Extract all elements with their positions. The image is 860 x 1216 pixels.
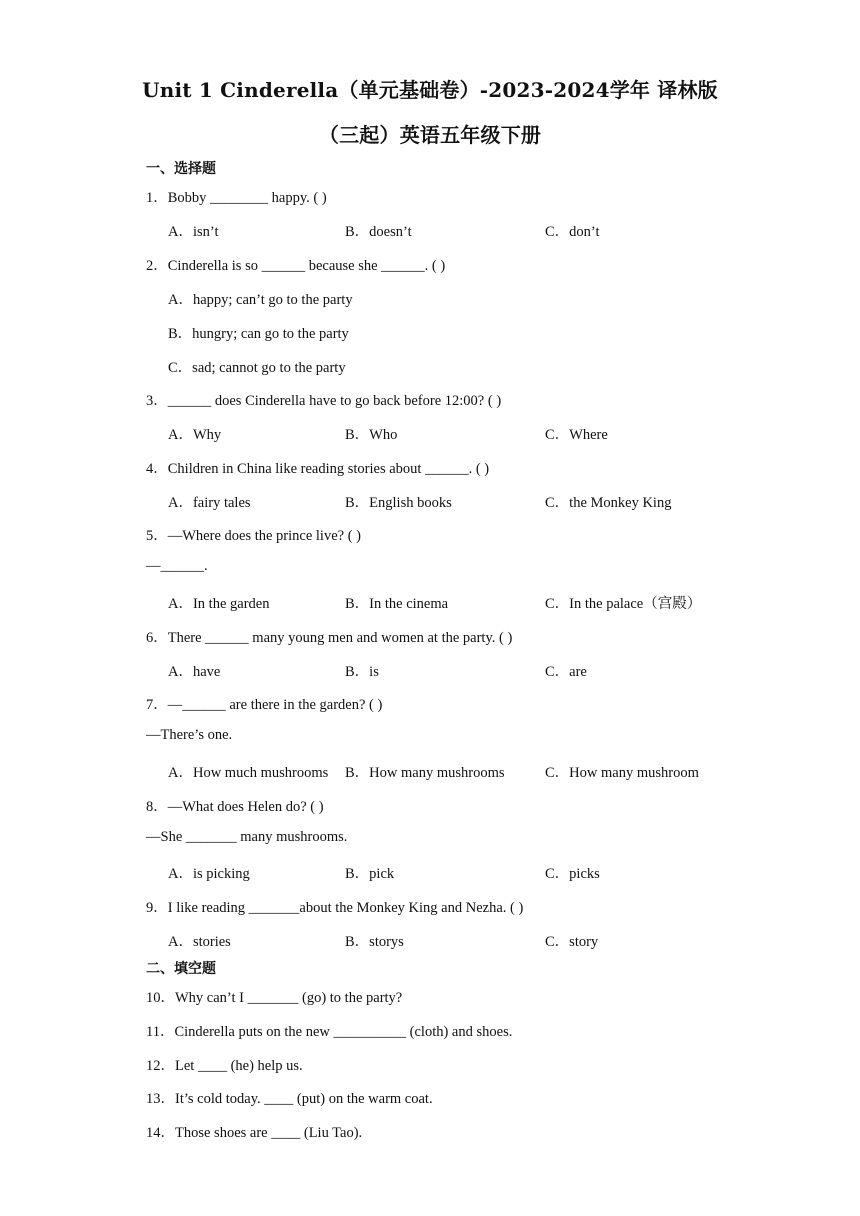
question-5-answer-line: —______.: [146, 558, 208, 574]
fill-question-12-blank[interactable]: ____: [197, 1058, 227, 1074]
question-1-stem: 1．Bobby ________ happy. ( ): [146, 190, 327, 206]
fill-question-11: [146, 1020, 512, 1041]
question-2-option-a: A．happy; can’t go to the party: [168, 292, 353, 308]
fill-question-12-hint: (he) help us.: [226, 1058, 303, 1074]
fill-question-13-text: 13．It’s cold today.: [146, 1091, 265, 1107]
page-title-line1: Unit 1 Cinderella（单元基础卷）-2023-2024学年 译林版: [142, 78, 718, 102]
question-6-option-c: C．are: [545, 664, 587, 680]
fill-question-10: [146, 986, 402, 1007]
section-heading-choice: 一、选择题: [146, 161, 216, 177]
question-3-stem: 3．______ does Cinderella have to go back before 12:00? ( ): [146, 393, 502, 409]
question-2-stem: 2．Cinderella is so ______ because she ______. ( ): [146, 258, 446, 274]
question-3-option-b: B．Who: [345, 427, 398, 443]
fill-question-10-blank[interactable]: _______: [247, 990, 299, 1006]
question-3-option-c: C．Where: [545, 427, 608, 443]
question-7-answer-line: —There’s one.: [146, 727, 233, 743]
fill-question-10-text: 10．Why can’t I: [146, 990, 248, 1006]
fill-question-14-blank[interactable]: ____: [271, 1125, 301, 1141]
question-2-option-b: B．hungry; can go to the party: [168, 326, 349, 342]
question-4-stem: 4．Children in China like reading stories about ______. ( ): [146, 461, 490, 477]
question-6-option-a: A．have: [168, 664, 221, 680]
question-7-stem: 7．—______ are there in the garden? ( ): [146, 697, 383, 713]
fill-question-14-text: 14．Those shoes are: [146, 1125, 272, 1141]
question-6-option-b: B．is: [345, 664, 379, 680]
question-8-option-a: A．is picking: [168, 866, 250, 882]
question-9-option-b: B．storys: [345, 934, 404, 950]
question-4-option-b: B．English books: [345, 495, 452, 511]
question-5-option-b: B．In the cinema: [345, 596, 449, 612]
question-2-option-c: C．sad; cannot go to the party: [168, 360, 346, 376]
page-title-line2: （三起）英语五年级下册: [318, 123, 542, 147]
question-4-option-a: A．fairy tales: [168, 495, 251, 511]
question-7-option-a: A．How much mushrooms: [168, 765, 329, 781]
question-5-option-c: C．In the palace（宫殿）: [545, 596, 702, 612]
fill-question-11-blank[interactable]: __________: [333, 1024, 407, 1040]
question-9-stem: 9．I like reading _______about the Monkey King and Nezha. ( ): [146, 900, 524, 916]
fill-question-13-hint: (put) on the warm coat.: [293, 1091, 433, 1107]
question-3-option-a: A．Why: [168, 427, 222, 443]
fill-question-13-blank[interactable]: ____: [264, 1091, 294, 1107]
question-1-option-a: A．isn’t: [168, 224, 219, 240]
question-5-stem: 5．—Where does the prince live? ( ): [146, 528, 361, 544]
question-4-option-c: C．the Monkey King: [545, 495, 672, 511]
question-8-answer-line: —She _______ many mushrooms.: [146, 829, 348, 845]
fill-question-14-hint: (Liu Tao).: [300, 1125, 363, 1141]
fill-question-12: [146, 1054, 303, 1075]
fill-question-14: [146, 1121, 362, 1142]
fill-question-11-text: 11．Cinderella puts on the new: [146, 1024, 334, 1040]
fill-question-11-hint: (cloth) and shoes.: [406, 1024, 513, 1040]
question-9-option-c: C．story: [545, 934, 599, 950]
fill-question-12-text: 12．Let: [146, 1058, 198, 1074]
question-8-stem: 8．—What does Helen do? ( ): [146, 799, 324, 815]
question-7-option-c: C．How many mushroom: [545, 765, 699, 781]
question-7-option-b: B．How many mushrooms: [345, 765, 505, 781]
fill-question-10-hint: (go) to the party?: [298, 990, 403, 1006]
question-1-option-c: C．don’t: [545, 224, 600, 240]
question-1-option-b: B．doesn’t: [345, 224, 412, 240]
question-8-option-c: C．picks: [545, 866, 600, 882]
question-5-option-a: A．In the garden: [168, 596, 270, 612]
question-8-option-b: B．pick: [345, 866, 395, 882]
question-6-stem: 6．There ______ many young men and women at the party. ( ): [146, 630, 513, 646]
section-heading-fill: 二、填空题: [146, 961, 216, 977]
fill-question-13: [146, 1087, 433, 1108]
question-9-option-a: A．stories: [168, 934, 231, 950]
